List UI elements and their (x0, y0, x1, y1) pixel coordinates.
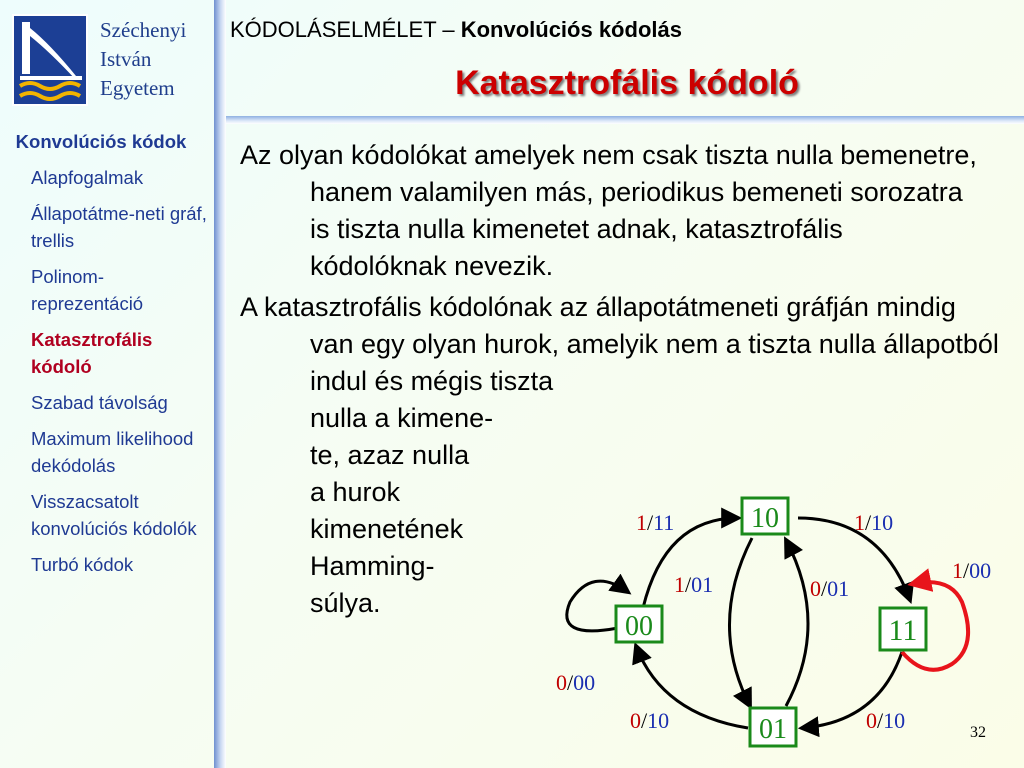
vertical-divider (214, 0, 226, 768)
slide-title: Katasztrofális kódoló (455, 64, 799, 102)
state-01 (750, 708, 796, 746)
state-label: 11 (888, 614, 918, 647)
edge-label-11-01: 0/10 (866, 708, 906, 733)
paragraph-line: nulla a kimene- (310, 403, 494, 433)
university-logo-mark (12, 14, 88, 106)
sidebar-item-visszacsatolt-kodolok[interactable]: Visszacsatolt konvolúciós kódolók (31, 491, 197, 539)
edge-label-00-self: 0/00 (556, 670, 596, 695)
state-label: 00 (625, 611, 653, 642)
paragraph-line: a hurok (310, 477, 401, 507)
sidebar-item-katasztrofalis-kodolo[interactable]: Katasztrofális kódoló (31, 329, 153, 377)
sidebar-item-turbo-kodok[interactable]: Turbó kódok (31, 554, 134, 575)
page-number: 32 (970, 724, 986, 741)
paragraph-line: te, azaz nulla (310, 440, 470, 470)
logo-line-3: Egyetem (100, 76, 175, 100)
paragraph-line: kimenetének (310, 514, 464, 544)
sidebar-item-szabad-tavolsag[interactable]: Szabad távolság (31, 392, 168, 413)
edge-label-00-10: 1/11 (636, 510, 675, 535)
edge-label-10-01: 1/01 (674, 572, 714, 597)
paragraph-line: Hamming- (310, 551, 435, 581)
edge-01-to-10 (786, 540, 808, 706)
sidebar-item-allapotatmeneti-graf[interactable]: Állapotátme-neti gráf, trellis (31, 203, 207, 251)
state-00 (616, 606, 662, 642)
state-label: 01 (759, 714, 787, 745)
logo-line-2: István (100, 47, 152, 71)
edge-label-10-11: 1/10 (854, 510, 894, 535)
edge-label-01-10: 0/01 (810, 576, 850, 601)
course-name: KÓDOLÁSELMÉLET – (230, 17, 461, 42)
sidebar-item-maximum-likelihood[interactable]: Maximum likelihood dekódolás (31, 428, 194, 476)
university-logo (0, 0, 214, 120)
edge-label-01-00: 0/10 (630, 708, 670, 733)
edge-10-to-01 (729, 538, 752, 706)
state-label: 10 (751, 503, 779, 534)
sidebar-nav (0, 128, 212, 587)
slide-header (230, 17, 1010, 43)
state-10 (742, 498, 788, 534)
horizontal-divider (226, 116, 1024, 124)
state-transition-diagram (540, 484, 1020, 764)
sidebar-heading[interactable]: Konvolúciós kódok (15, 131, 187, 152)
sidebar-item-alapfogalmak[interactable]: Alapfogalmak (31, 167, 144, 188)
university-name (100, 16, 186, 103)
edge-label-11-self: 1/00 (952, 558, 992, 583)
paragraph-line: súlya. (310, 588, 381, 618)
logo-line-1: Széchenyi (100, 18, 187, 42)
paragraph-definition: Az olyan kódolókat amelyek nem csak tiszta nulla bemenetre, hanem valamilyen más, periodikus bemeneti sorozatra is tiszta nulla kimenetet adnak, katasztrofális kódolóknak nevezik. (240, 140, 977, 281)
paragraph-property: A katasztrofális kódolónak az állapotátmeneti gráfján mindig van egy olyan hurok, amelyik nem a tiszta nulla állapotból (240, 292, 999, 359)
state-11 (880, 608, 926, 650)
paragraph-line: indul és mégis tiszta (310, 366, 554, 396)
topic-name: Konvolúciós kódolás (460, 17, 682, 42)
sidebar-item-polinom-reprezentacio[interactable]: Polinom-reprezentáció (31, 266, 144, 314)
